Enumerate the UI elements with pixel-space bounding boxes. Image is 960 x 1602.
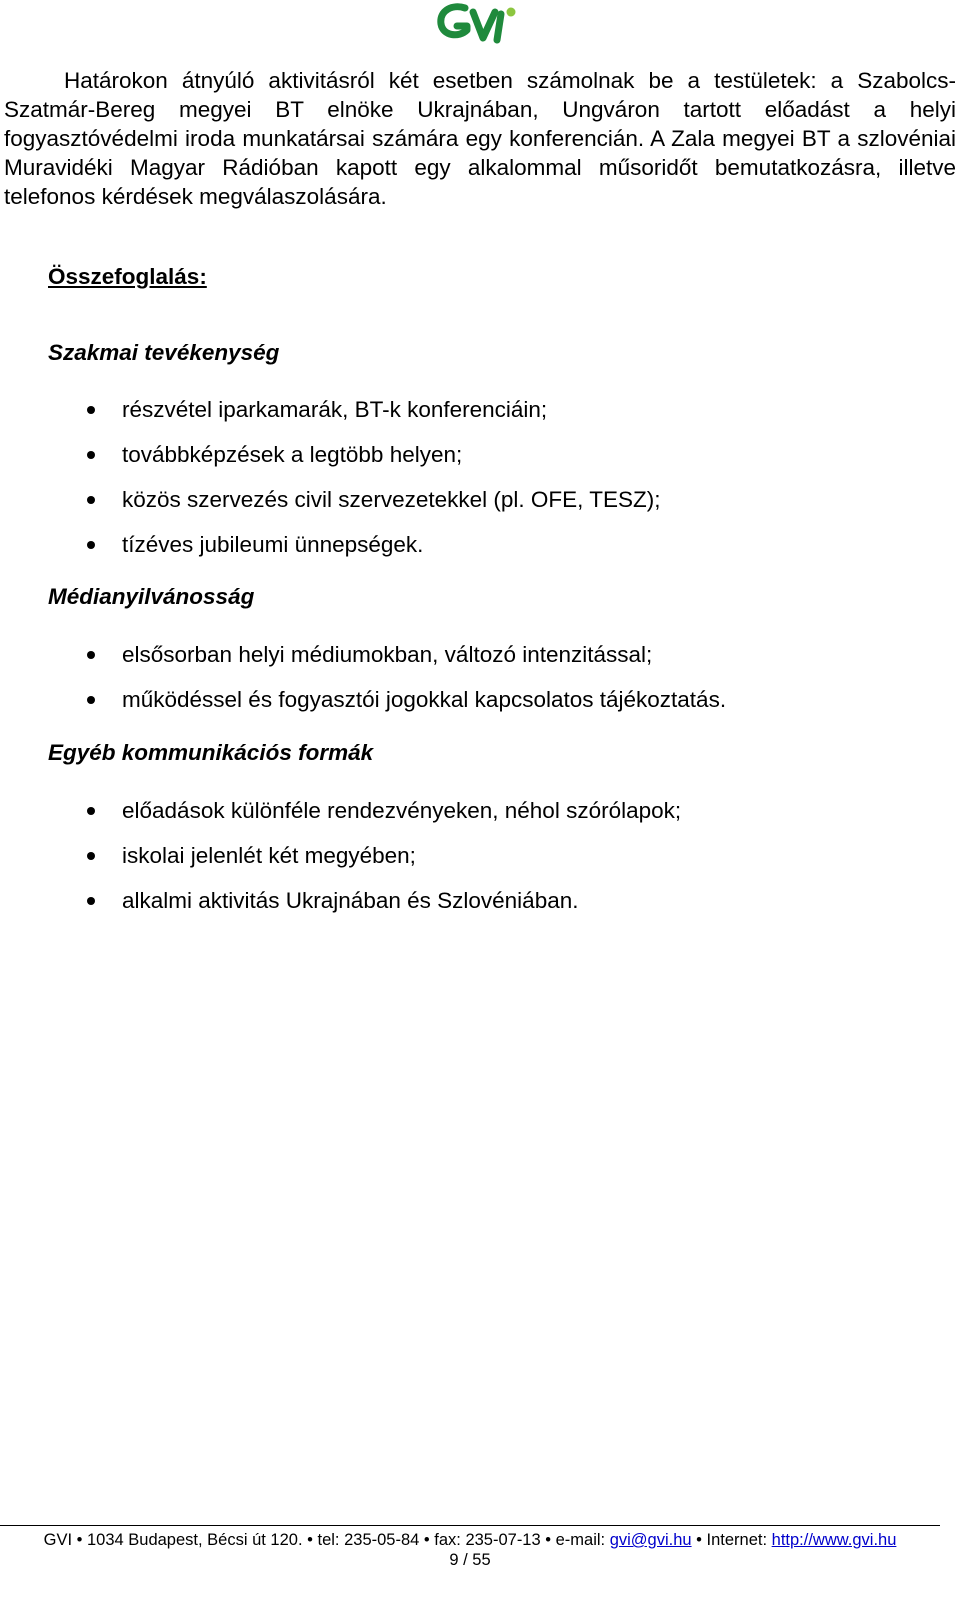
section-heading-media: Médianyilvánosság	[48, 584, 255, 609]
summary-title: Összefoglalás:	[48, 264, 207, 289]
list-item: tízéves jubileumi ünnepségek.	[0, 531, 940, 576]
list-item: közös szervezés civil szervezetekkel (pl. OFE, TESZ);	[0, 486, 940, 531]
section-heading-other-communication: Egyéb kommunikációs formák	[48, 740, 374, 765]
bullet-icon	[87, 496, 95, 504]
professional-activity-list	[0, 396, 940, 576]
other-communication-list	[0, 797, 940, 932]
bullet-icon	[87, 651, 95, 659]
gvi-logo-icon	[437, 0, 527, 50]
bullet-icon	[87, 852, 95, 860]
footer-contact	[0, 1530, 940, 1550]
bullet-icon	[87, 807, 95, 815]
gvi-logo	[437, 0, 527, 50]
list-item: működéssel és fogyasztói jogokkal kapcsolatos tájékoztatás.	[0, 686, 940, 731]
footer-website-link[interactable]: http://www.gvi.hu	[771, 1531, 897, 1549]
intro-paragraph: Határokon átnyúló aktivitásról két esetben számolnak be a testületek: a Szabolcs-Szatmár-Bereg megyei BT elnöke Ukrajnában, Ungváron tartott előadást a helyi fogyasztóvédelmi iroda munkatársai számára egy konferencián. A Zala megyei BT a szlovéniai Muravidéki Magyar Rádióban kapott egy alkalommal műsoridőt bemutatkozásra, illetve telefonos kérdések megválaszolására.	[4, 68, 956, 209]
section-heading-professional: Szakmai tevékenység	[48, 340, 280, 365]
bullet-icon	[87, 897, 95, 905]
list-item: elsősorban helyi médiumokban, változó intenzitással;	[0, 641, 940, 686]
list-item: alkalmi aktivitás Ukrajnában és Szlovéniában.	[0, 887, 940, 932]
list-item: előadások különféle rendezvényeken, néhol szórólapok;	[0, 797, 940, 842]
footer-internet-label: • Internet:	[691, 1531, 772, 1549]
bullet-icon	[87, 696, 95, 704]
bullet-icon	[87, 451, 95, 459]
list-item: iskolai jelenlét két megyében;	[0, 842, 940, 887]
footer-address: GVI • 1034 Budapest, Bécsi út 120. • tel: 235-05-84 • fax: 235-07-13 • e-mail:	[43, 1531, 610, 1549]
bullet-icon	[87, 541, 95, 549]
list-item: részvétel iparkamarák, BT-k konferenciáin;	[0, 396, 940, 441]
media-publicity-list	[0, 641, 940, 731]
list-item: továbbképzések a legtöbb helyen;	[0, 441, 940, 486]
footer-email-link[interactable]: gvi@gvi.hu	[609, 1531, 692, 1549]
footer-divider	[0, 1525, 940, 1526]
page-number: 9 / 55	[449, 1551, 491, 1569]
bullet-icon	[87, 406, 95, 414]
